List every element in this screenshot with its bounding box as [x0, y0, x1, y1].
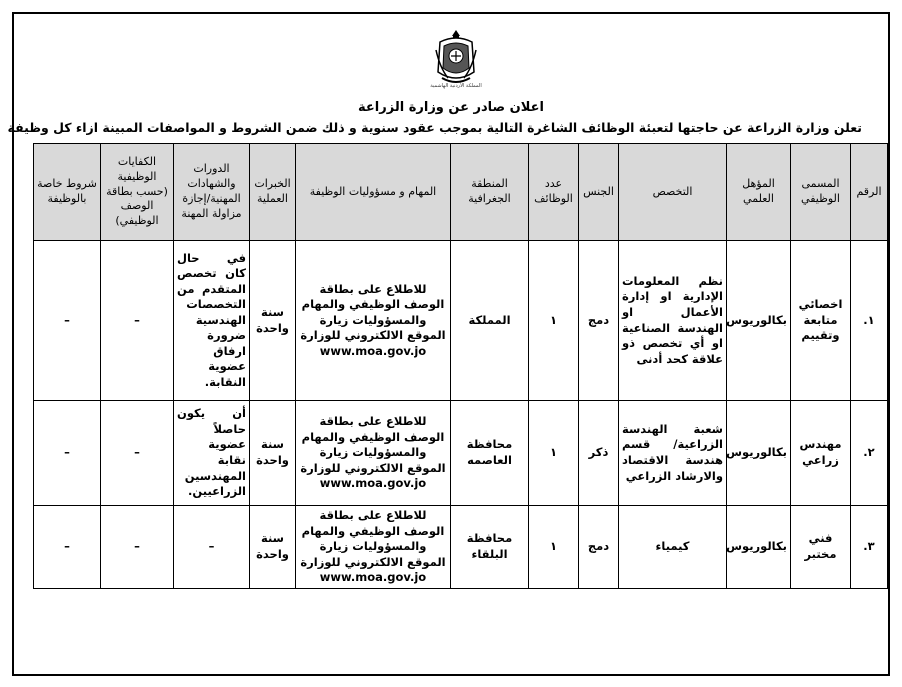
col-header-qualification: المؤهل العلمي — [727, 144, 791, 241]
row-region: محافظة البلقاء — [451, 506, 529, 589]
row-specialty: شعبة الهندسة الزراعية/ قسم هندسة الاقتصاد والارشاد الزراعي — [619, 401, 727, 506]
row-experience: سنة واحدة — [250, 506, 296, 589]
row-qualification: بكالوريوس — [727, 401, 791, 506]
row-gender: دمج — [579, 241, 619, 401]
row-job-title: اخصائي متابعة وتقييم — [791, 241, 851, 401]
col-header-courses: الدورات والشهادات المهنية/إجازة مزاولة المهنة — [174, 144, 250, 241]
row-count: ١ — [529, 241, 579, 401]
col-header-count: عدد الوظائف — [529, 144, 579, 241]
row-job-title: فني مختبر — [791, 506, 851, 589]
row-special-conditions: – — [34, 241, 101, 401]
row-number: ١. — [851, 241, 888, 401]
col-header-tasks: المهام و مسؤوليات الوظيفة — [296, 144, 451, 241]
row-experience: سنة واحدة — [250, 401, 296, 506]
col-header-region: المنطقة الجغرافية — [451, 144, 529, 241]
row-competencies: – — [101, 401, 174, 506]
emblem-caption: المملكة الأردنية الهاشمية — [430, 83, 482, 89]
table-row — [34, 506, 888, 589]
vacancies-table — [33, 143, 888, 589]
col-header-experience: الخبرات العملية — [250, 144, 296, 241]
row-courses: – — [174, 506, 250, 589]
col-header-specialty: التخصص — [619, 144, 727, 241]
row-count: ١ — [529, 506, 579, 589]
row-special-conditions: – — [34, 506, 101, 589]
row-experience: سنة واحدة — [250, 241, 296, 401]
row-tasks: للاطلاع على بطاقة الوصف الوظيفي والمهام والمسؤوليات زيارة الموقع الالكتروني للوزارة www.moa.gov.jo — [296, 241, 451, 401]
row-competencies: – — [101, 241, 174, 401]
announcement-title: اعلان صادر عن وزارة الزراعة — [358, 100, 544, 115]
row-courses: في حال كان تخصص المتقدم من التخصصات الهندسية ضرورة ارفاق عضوية النقابة. — [174, 241, 250, 401]
coat-of-arms-icon — [434, 28, 478, 86]
row-specialty: نظم المعلومات الإدارية او إدارة الأعمال او الهندسة الصناعية او أي تخصص ذو علاقة كحد أدنى — [619, 241, 727, 401]
row-competencies: – — [101, 506, 174, 589]
row-qualification: بكالوريوس — [727, 241, 791, 401]
row-number: ٢. — [851, 401, 888, 506]
row-region: محافظة العاصمه — [451, 401, 529, 506]
row-qualification: بكالوريوس — [727, 506, 791, 589]
row-tasks: للاطلاع على بطاقة الوصف الوظيفي والمهام والمسؤوليات زيارة الموقع الالكتروني للوزارة www.moa.gov.jo — [296, 401, 451, 506]
row-count: ١ — [529, 401, 579, 506]
row-gender: دمج — [579, 506, 619, 589]
col-header-number: الرقم — [851, 144, 888, 241]
announcement-subtitle: تعلن وزارة الزراعة عن حاجتها لتعبئة الوظائف الشاغرة التالية بموجب عقود سنوية و ذلك ضمن الشروط و المواصفات المبينة ازاء كل وظيفة — [7, 120, 862, 135]
col-header-gender: الجنس — [579, 144, 619, 241]
row-gender: ذكر — [579, 401, 619, 506]
row-job-title: مهندس زراعي — [791, 401, 851, 506]
table-row — [34, 241, 888, 401]
col-header-job-title: المسمى الوظيفي — [791, 144, 851, 241]
table-header-row — [34, 144, 888, 241]
row-specialty: كيمياء — [619, 506, 727, 589]
row-number: ٣. — [851, 506, 888, 589]
row-courses: أن يكون حاصلاً عضوية نقابة المهندسين الزراعيين. — [174, 401, 250, 506]
col-header-competencies: الكفايات الوظيفية (حسب بطاقة الوصف الوظيفي) — [101, 144, 174, 241]
row-region: المملكة — [451, 241, 529, 401]
row-special-conditions: – — [34, 401, 101, 506]
table-row — [34, 401, 888, 506]
col-header-special-conditions: شروط خاصة بالوظيفة — [34, 144, 101, 241]
row-tasks: للاطلاع على بطاقة الوصف الوظيفي والمهام والمسؤوليات زيارة الموقع الالكتروني للوزارة www.moa.gov.jo — [296, 506, 451, 589]
